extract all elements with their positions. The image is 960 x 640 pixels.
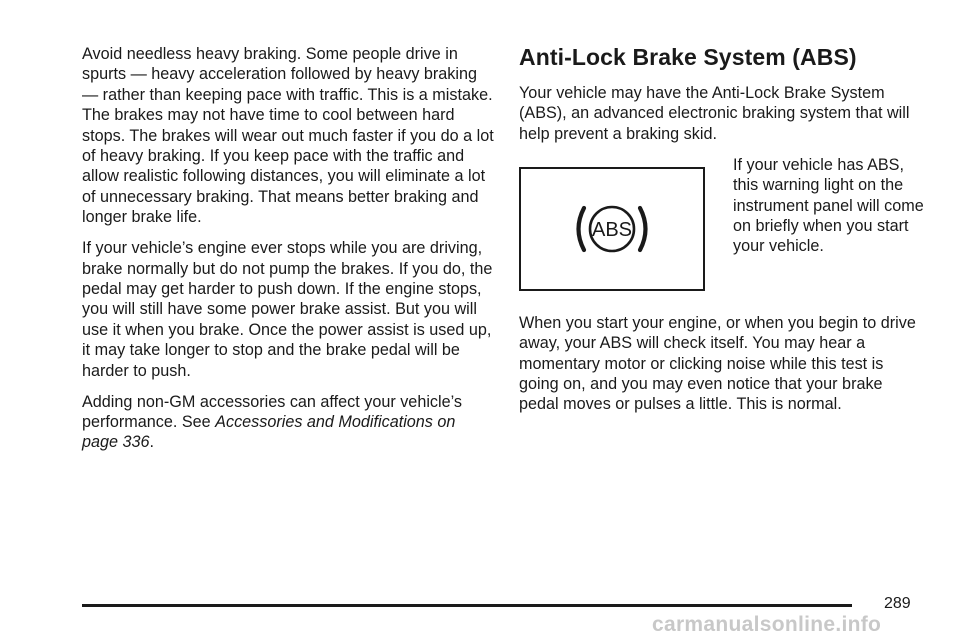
paragraph-accessories bbox=[82, 392, 494, 453]
accessories-text: Adding non-GM accessories can affect your vehicle’s performance. See bbox=[82, 392, 463, 431]
footer-rule bbox=[82, 604, 852, 607]
left-column bbox=[82, 44, 494, 463]
warning-light-block bbox=[519, 155, 923, 313]
paragraph-abs-self-check: When you start your engine, or when you begin to drive away, your ABS will check itself. You may hear a momentary motor or clicking noise while this test is going on, and you may even notice that your brake pedal moves or pulses a little. This is normal. bbox=[519, 313, 916, 414]
paragraph-heavy-braking: Avoid needless heavy braking. Some people drive in spurts — heavy acceleration followed by heavy braking — rather than keeping pace with traffic. This is a mistake. The brakes may not have time to cool between hard stops. The brakes will wear out much faster if you do a lot of heavy braking. If you keep pace with the traffic and allow realistic following distances, you will eliminate a lot of unnecessary braking. That means better braking and longer brake life. bbox=[82, 45, 494, 227]
abs-warning-light-icon bbox=[570, 194, 654, 264]
page-number: 289 bbox=[884, 595, 911, 612]
accessories-end: . bbox=[149, 433, 155, 452]
section-heading: Anti-Lock Brake System (ABS) bbox=[519, 44, 857, 70]
abs-warning-light-figure bbox=[519, 167, 705, 291]
watermark: carmanualsonline.info bbox=[652, 613, 882, 636]
warning-light-caption: If your vehicle has ABS, this warning light on the instrument panel will come on briefly when you start your vehicle. bbox=[733, 155, 924, 256]
paragraph-engine-stops: If your vehicle’s engine ever stops while you are driving, brake normally but do not pump the brakes. If you do, the pedal may get harder to push down. If the engine stops, you will still have some power brake assist. But you will use it when you brake. Once the power assist is used up, it may take longer to stop and the brake pedal will be harder to push. bbox=[82, 239, 493, 380]
right-column bbox=[519, 42, 923, 425]
accessories-reference-link[interactable]: Accessories and Modifications on page 336 bbox=[82, 412, 456, 452]
abs-icon-label: ABS bbox=[591, 218, 633, 241]
paragraph-abs-intro: Your vehicle may have the Anti-Lock Brake System (ABS), an advanced electronic braking system that will help prevent a braking skid. bbox=[519, 84, 910, 143]
